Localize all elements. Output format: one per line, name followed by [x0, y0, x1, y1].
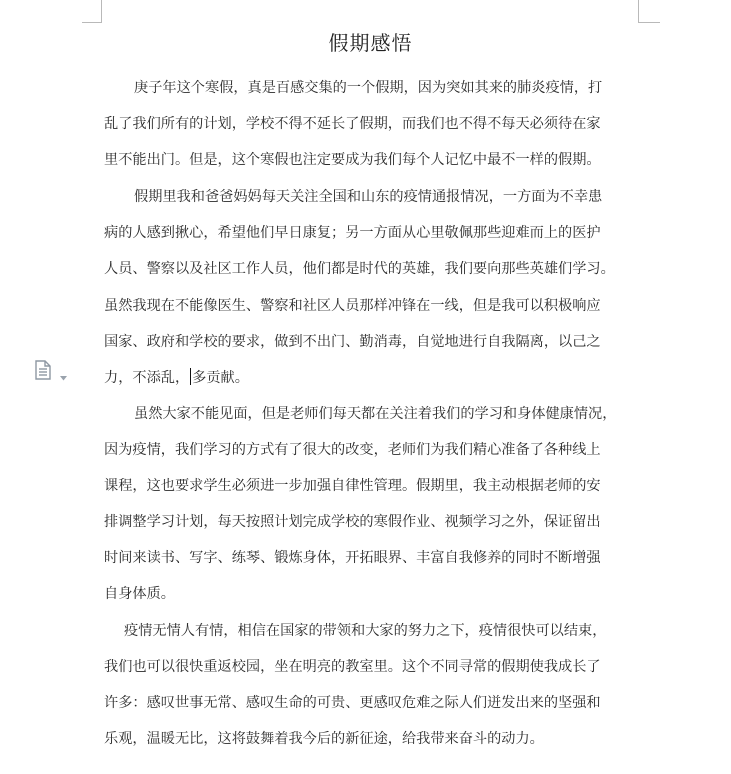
paragraph-line[interactable]: 国家、政府和学校的要求，做到不出门、勤消毒，自觉地进行自我隔离，以己之 — [104, 334, 601, 350]
crop-mark-top-left — [101, 0, 102, 23]
crop-mark-top-right — [638, 0, 639, 23]
paragraph-line[interactable]: 我们也可以很快重返校园，坐在明亮的教室里。这个不同寻常的假期使我成长了 — [104, 659, 601, 675]
paragraph-line[interactable]: 人员、警察以及社区工作人员，他们都是时代的英雄，我们要向那些英雄们学习。 — [104, 261, 615, 277]
paragraph-line[interactable]: 里不能出门。但是，这个寒假也注定要成为我们每个人记忆中最不一样的假期。 — [104, 152, 601, 168]
paragraph-line[interactable]: 虽然大家不能见面，但是老师们每天都在关注着我们的学习和身体健康情况， — [134, 406, 617, 422]
clipboard-doc-icon — [34, 360, 52, 384]
paragraph-line[interactable]: 病的人感到揪心，希望他们早日康复；另一方面从心里敬佩那些迎难而上的医护 — [104, 225, 601, 241]
paste-options-button[interactable] — [31, 357, 71, 381]
triangle-down-icon — [60, 366, 67, 385]
paragraph-line[interactable]: 假期里我和爸爸妈妈每天关注全国和山东的疫情通报情况，一方面为不幸患 — [134, 189, 603, 205]
paragraph-line[interactable]: 庚子年这个寒假，真是百感交集的一个假期，因为突如其来的肺炎疫情，打 — [134, 80, 603, 96]
document-title[interactable]: 假期感悟 — [328, 31, 413, 55]
crop-mark-top-right — [638, 22, 660, 23]
text-cursor — [190, 368, 191, 385]
paragraph-line[interactable]: 虽然我现在不能像医生、警察和社区人员那样冲锋在一线，但是我可以积极响应 — [104, 298, 601, 314]
text-before-cursor: 力，不添乱， — [104, 370, 190, 386]
paragraph-line[interactable]: 乐观，温暖无比，这将鼓舞着我今后的新征途，给我带来奋斗的动力。 — [104, 731, 544, 747]
paragraph-line[interactable]: 许多：感叹世事无常、感叹生命的可贵、更感叹危难之际人们迸发出来的坚强和 — [104, 695, 601, 711]
paragraph-line[interactable]: 因为疫情，我们学习的方式有了很大的改变，老师们为我们精心准备了各种线上 — [104, 442, 601, 458]
paragraph-line-with-cursor[interactable] — [104, 366, 644, 390]
paragraph-line[interactable]: 排调整学习计划，每天按照计划完成学校的寒假作业、视频学习之外，保证留出 — [104, 514, 601, 530]
paragraph-line[interactable]: 时间来读书、写字、练琴、锻炼身体，开拓眼界、丰富自我修养的同时不断增强 — [104, 550, 601, 566]
paragraph-line[interactable]: 课程，这也要求学生必须进一步加强自律性管理。假期里，我主动根据老师的安 — [104, 478, 601, 494]
crop-mark-top-left — [82, 22, 102, 23]
paragraph-line[interactable]: 自身体质。 — [104, 586, 175, 602]
paragraph-line[interactable]: 乱了我们所有的计划，学校不得不延长了假期，而我们也不得不每天必须待在家 — [104, 116, 601, 132]
paragraph-line[interactable]: 疫情无情人有情，相信在国家的带领和大家的努力之下，疫情很快可以结束， — [124, 623, 607, 639]
text-after-cursor: 多贡献。 — [192, 370, 249, 386]
